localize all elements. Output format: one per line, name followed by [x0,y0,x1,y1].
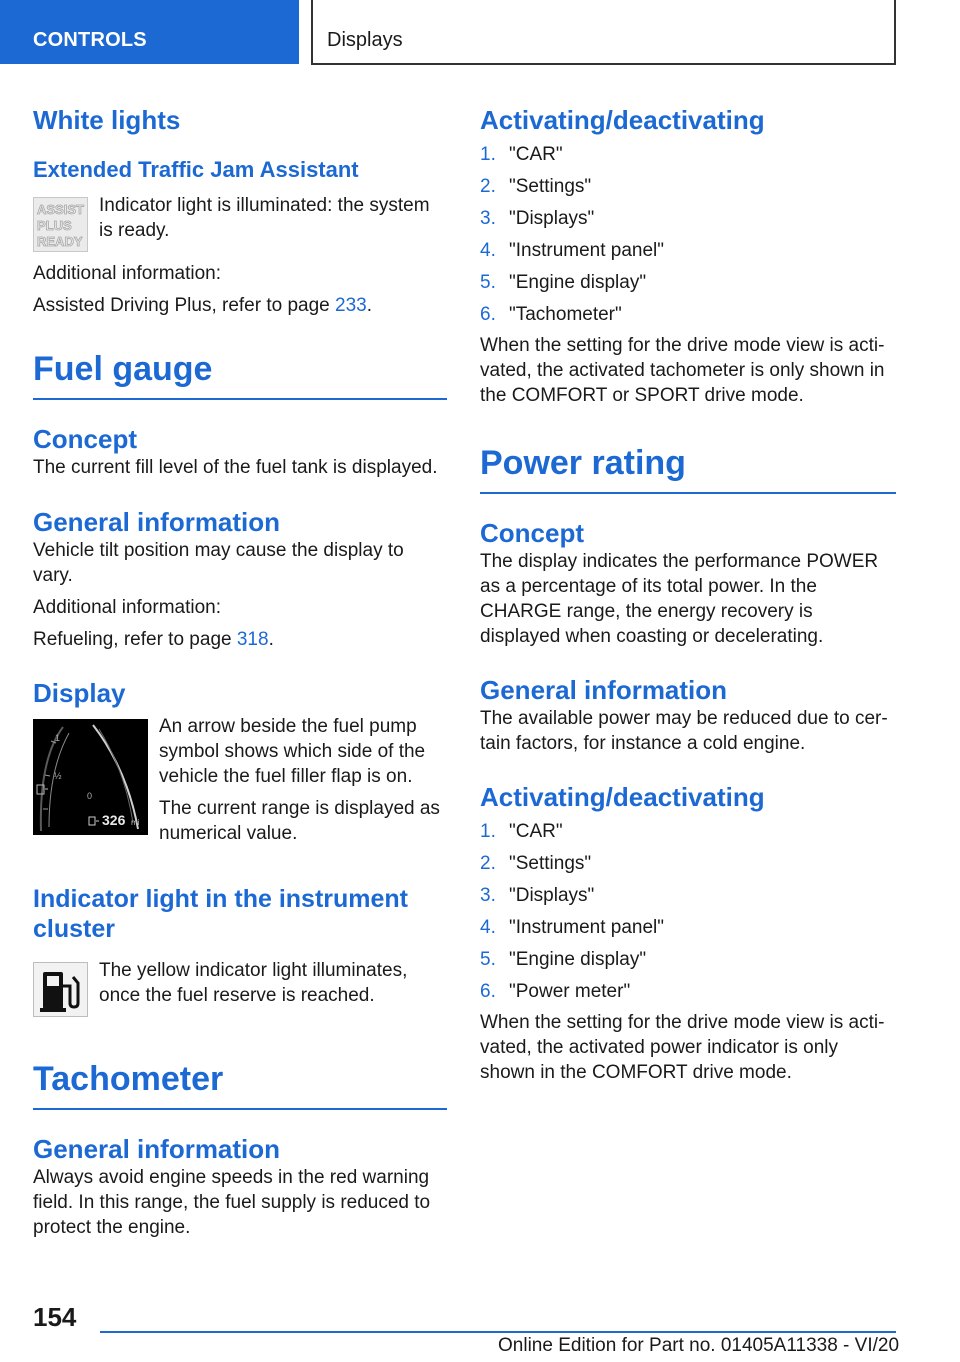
power-rating-heading: Power rating [480,444,686,482]
list-item: 3. "Displays" [480,208,595,229]
assist-plus-ready-icon [33,197,88,252]
fuel-additional-label: Additional information: [33,597,221,618]
page-number: 154 [33,1302,77,1332]
list-item: 2. "Settings" [480,176,592,197]
tachometer-general-heading: General information [33,1134,281,1164]
fuel-display-row [33,714,447,854]
svg-text:ASSIST: ASSIST [37,202,84,217]
fuel-pump-icon [33,962,88,1017]
gauge-tick-half: ½ [54,771,62,781]
tachometer-note: When the setting for the drive mode view is acti‐vated, the activated tachometer is only shown in the COMFORT or SPORT drive mode. [480,335,885,406]
section-tab [0,0,299,64]
assisted-driving-reference: Assisted Driving Plus, refer to page 233. [33,295,373,316]
display-heading: Display [33,678,126,708]
traffic-jam-assistant-heading: Extended Traffic Jam Assistant [33,157,359,182]
range-unit: mi [131,818,140,827]
list-item: 2. "Settings" [480,853,592,874]
chapter-label: Displays [327,29,403,51]
fuel-display-text-2: The current range is displayed as numerical value. [159,798,440,844]
indicator-light-heading: Indicator light in the instrument cluster [33,885,408,943]
page-link-233[interactable]: 233 [335,295,367,316]
assist-indicator-row [33,193,447,255]
list-item: 1. "CAR" [480,821,563,842]
fuel-display-text-1: An arrow beside the fuel pump symbol shows which side of the vehicle the fuel filler flap is on. [159,716,426,787]
list-item: 6. "Tachometer" [480,304,622,325]
footer-rule [100,1331,896,1333]
power-general-heading: General information [480,675,728,705]
gauge-tick-0: 0 [87,791,93,801]
fuel-indicator-row [33,958,447,1020]
tachometer-rule [33,1108,447,1110]
fuel-gauge-rule [33,398,447,400]
tachometer-steps [480,139,896,331]
list-item: 4. "Instrument panel" [480,917,665,938]
power-rating-rule [480,492,896,494]
additional-info-label: Additional information: [33,263,221,284]
svg-text:READY: READY [37,234,83,249]
left-column [33,100,447,1240]
power-concept-text: The display indicates the performance POWER as a percentage of its total power. In the CHARGE range, the energy recovery is displayed when coasting or decelerating. [480,551,879,647]
right-column [480,100,896,1085]
gauge-tick-1: 1 [55,733,61,743]
page-link-318[interactable]: 318 [236,629,269,650]
list-item: 5. "Engine display" [480,949,647,970]
tachometer-general-text: Always avoid engine speeds in the red warning field. In this range, the fuel supply is reduced to protect the engine. [33,1167,431,1238]
section-label: CONTROLS [33,29,147,51]
fuel-concept-heading: Concept [33,424,137,454]
power-general-text: The available power may be reduced due to cer‐tain factors, for instance a cold engine. [480,708,888,754]
power-steps [480,816,896,1008]
fuel-general-heading: General information [33,507,281,537]
fuel-gauge-image [33,719,148,835]
list-item: 3. "Displays" [480,885,595,906]
edition-text: Online Edition for Part no. 01405A11338 - VI/20 [498,1335,900,1356]
fuel-indicator-text: The yellow indicator light illuminates, once the fuel reserve is reached. [99,960,408,1006]
refueling-reference: Refueling, refer to page 318. [33,629,274,650]
fuel-gauge-heading: Fuel gauge [33,350,213,388]
range-value: 326 [102,812,126,828]
svg-text:PLUS: PLUS [37,218,72,233]
list-item: 6. "Power meter" [480,981,631,1002]
tachometer-activating-heading: Activating/deactivating [480,105,765,135]
chapter-header [311,0,896,65]
white-lights-heading: White lights [33,105,181,135]
fuel-display-text [159,714,447,846]
fuel-general-text: Vehicle tilt position may cause the display to vary. [33,540,404,586]
fuel-concept-text: The current fill level of the fuel tank is displayed. [33,457,438,478]
assist-indicator-text: Indicator light is illuminated: the system is ready. [99,195,430,241]
tachometer-heading: Tachometer [33,1060,224,1098]
power-activating-heading: Activating/deactivating [480,782,765,812]
list-item: 5. "Engine display" [480,272,647,293]
power-note: When the setting for the drive mode view is acti‐vated, the activated power indicator is only shown in the COMFORT drive mode. [480,1012,885,1083]
list-item: 4. "Instrument panel" [480,240,665,261]
list-item: 1. "CAR" [480,144,563,165]
power-concept-heading: Concept [480,518,584,548]
